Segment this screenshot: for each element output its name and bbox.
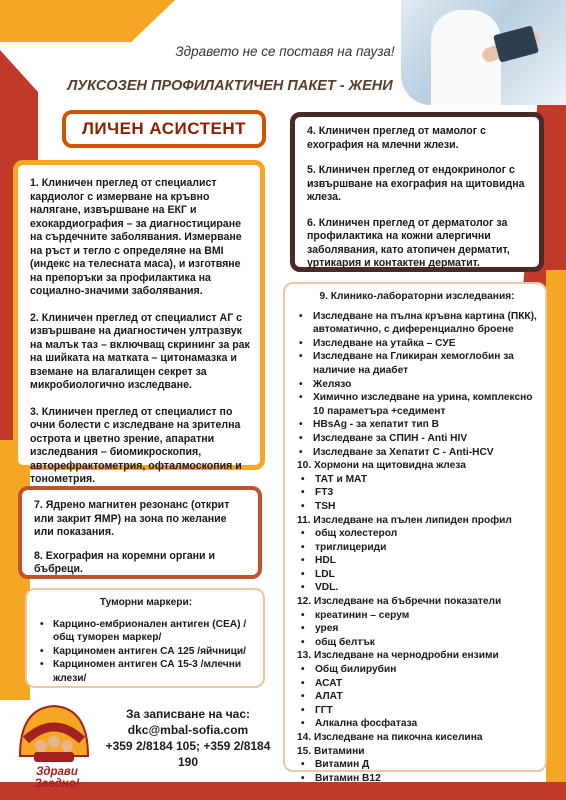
list-item: • общ холестерол (297, 527, 537, 541)
lab-tests-list (297, 310, 537, 786)
contact-phones[interactable]: +359 2/8184 105; +359 2/8184 190 (105, 739, 271, 769)
list-item: • триглицериди (297, 541, 537, 555)
contact-block (98, 706, 278, 770)
contact-heading: За записване на час: (125, 707, 251, 721)
logo-motto: Здрави Заедно! (34, 766, 80, 790)
tumor-markers-box (25, 588, 265, 688)
list-item: • ТАТ и МАТ (297, 473, 537, 487)
list-item: • Алкална фосфатаза (297, 717, 537, 731)
exam-item: 5. Клиничен преглед от ендокринолог с извършване на ехография на щитовидна жлеза. (307, 164, 525, 203)
hospital-logo (14, 700, 94, 764)
lab-section-item: 13. Изследване на чернодробни ензими (297, 650, 499, 662)
list-item: • Витамин В12 (297, 772, 537, 786)
list-item: • Изследване за СПИН - Anti HIV (297, 432, 537, 446)
lab-section-item: 12. Изследване на бъбречни показатели (297, 596, 502, 608)
exam-item: 8. Ехография на коремни органи и бъбреци. (34, 549, 216, 575)
tumor-markers-list (37, 618, 255, 686)
list-item: • Карциномен антиген СА 15-3 /млечни жлези/ (37, 658, 255, 685)
list-item: • Изследване на Гликиран хемоглобин за наличие на диабет (297, 350, 537, 377)
list-item: • Изследване за Хепатит С - Anti-HCV (297, 446, 537, 460)
list-item: • HBsAg - за хепатит тип В (297, 418, 537, 432)
lab-section-item: 10. Хормони на щитовидна жлеза (297, 460, 466, 472)
list-item: • VDL. (297, 581, 537, 595)
slogan: Здравето не се поставя на пауза! (175, 44, 395, 59)
lab-section-item: 14. Изследване на пикочна киселина (297, 732, 483, 743)
tumor-markers-heading: Туморни маркери: (99, 597, 193, 608)
exam-item: 7. Ядрено магнитен резонанс (открит или закрит ЯМР) на зона по желание или показания. (34, 499, 230, 538)
contact-email[interactable]: dkc@mbal-sofia.com (127, 723, 249, 737)
list-item: • HDL (297, 554, 537, 568)
list-item: • LDL (297, 568, 537, 582)
exam-item: 3. Клиничен преглед от специалист по очни болести с изследване на зрителна острота и цветно зрение, апаратни изследвания – биомикроскопия, авторефрактометрия, офталмоскопия и тонометрия. (30, 405, 242, 485)
list-item: • Химично изследване на урина, комплексно 10 параметъра +седимент (297, 391, 537, 418)
list-item: • АЛАТ (297, 690, 537, 704)
personal-assistant-label: ЛИЧЕН АСИСТЕНТ (62, 110, 266, 148)
page-title: ЛУКСОЗЕН ПРОФИЛАКТИЧЕН ПАКЕТ - ЖЕНИ (67, 78, 393, 94)
list-item: • общ белтък (297, 636, 537, 650)
exam-item: 6. Клиничен преглед от дерматолог за профилактика на кожни алергични заболявания, като атопичен дерматит, уртикария и контактен дерматит. (307, 216, 510, 269)
list-item: • Общ билирубин (297, 663, 537, 677)
lab-section-item: 11. Изследване на пълен липиден профил (297, 514, 512, 526)
list-item: • АСАТ (297, 677, 537, 691)
exam-item: 2. Клиничен преглед от специалист АГ с извършване на диагностичен ултразвук на малък таз – включващ скрининг за рак на шийката на матката – цитонамазка и вземане на влагалищен секрет за микробиологично изследване. (30, 311, 250, 391)
list-item: • Витамин Д (297, 758, 537, 772)
exam-item: 4. Клиничен преглед от мамолог с ехография на млечни жлези. (307, 125, 486, 151)
list-item: • FT3 (297, 486, 537, 500)
lab-section-item: 15. Витамини (297, 745, 365, 757)
list-item: • креатинин – серум (297, 609, 537, 623)
list-item: • Изследване на утайка – СУЕ (297, 337, 537, 351)
list-item: • Желязо (297, 378, 537, 392)
lab-tests-heading: 9. Клинико-лабораторни изследвания: (319, 291, 515, 302)
list-item: • Карцино-ембрионален антиген (CEA) /общ туморен маркер/ (37, 618, 255, 645)
list-item: • TSH (297, 500, 537, 514)
mri-box (18, 486, 262, 579)
list-item: • ГГТ (297, 704, 537, 718)
main-exams-box (13, 160, 265, 485)
list-item: • Карциномен антиген СА 125 /яйчници/ (37, 645, 255, 659)
orange-decor-top (0, 0, 175, 42)
specialist-exams-box (290, 112, 544, 272)
list-item: • Изследване на пълна кръвна картина (ПКК), автоматично, с диференциално броене (297, 310, 537, 337)
orange-decor-right (546, 270, 566, 790)
exam-item: 1. Клиничен преглед от специалист кардиолог с измерване на кръвно налягане, извършване на ЕКГ и ехокардиография – за диагностициране на сърдечните заболявания. Измерване на ръст и тегло с определяне на BMI (индекс на телесната маса), и изготвяне на препоръки за профилактика на социално-значими заболявания. (30, 177, 242, 297)
list-item: • урея (297, 622, 537, 636)
lab-tests-box (283, 282, 547, 784)
